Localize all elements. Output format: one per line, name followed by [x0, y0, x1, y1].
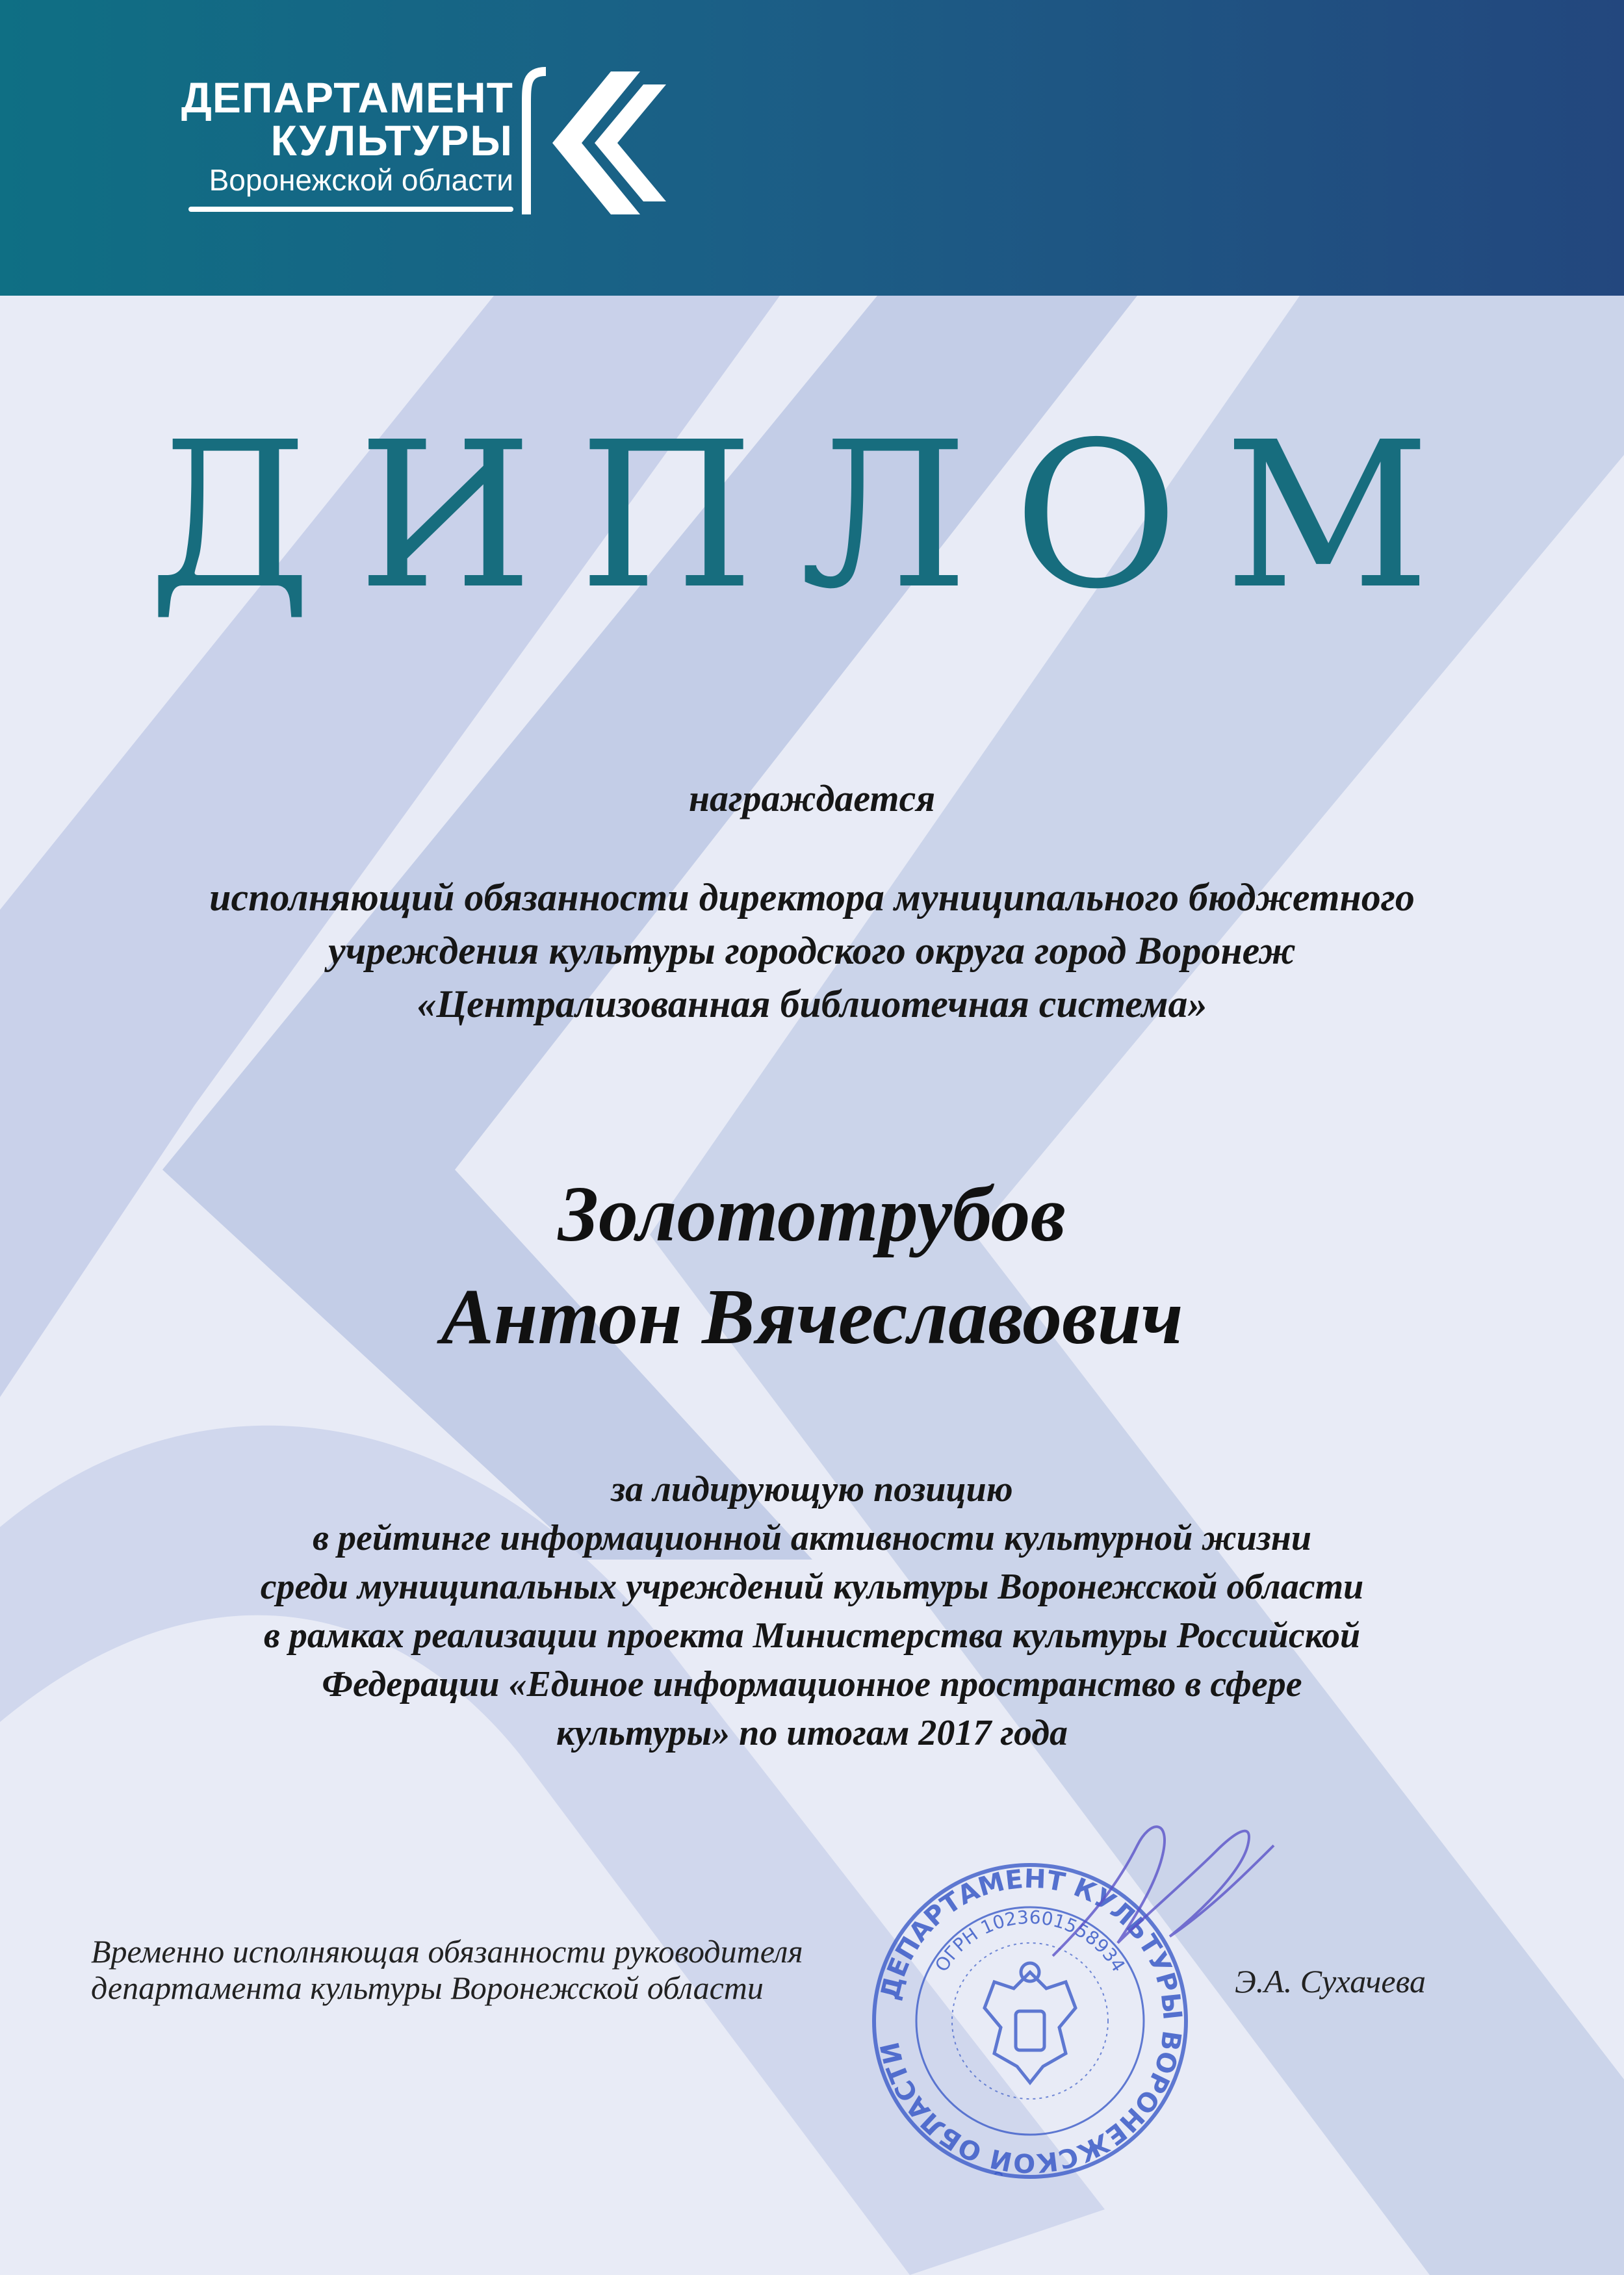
seal-inner-text: ОГРН 1023601558934: [931, 1906, 1129, 1976]
reason-line: в рейтинге информационной активности культурной жизни: [313, 1518, 1311, 1558]
signatory-title-line: Временно исполняющая обязанности руководителя: [91, 1933, 803, 1970]
handwritten-signature: [1040, 1806, 1287, 1975]
position-line: исполняющий обязанности директора муниципального бюджетного: [209, 876, 1415, 919]
header-band: [0, 0, 1624, 296]
seal-outer-text: ДЕПАРТАМЕНТ КУЛЬТУРЫ ВОРОНЕЖСКОЙ ОБЛАСТИ: [875, 1864, 1187, 2178]
signatory-title-line: департамента культуры Воронежской области: [91, 1970, 764, 2006]
recipient-name: [0, 1163, 1624, 1369]
recipient-surname: Золототрубов: [558, 1170, 1066, 1258]
logo-line-2: КУЛЬТУРЫ: [270, 116, 513, 164]
reason-line: за лидирующую позицию: [611, 1469, 1013, 1510]
awarded-label: награждается: [688, 777, 936, 819]
logo-line-1: ДЕПАРТАМЕНТ: [181, 73, 513, 122]
position-text: [0, 871, 1624, 1031]
reason-line: Федерации «Единое информационное пространство в сфере: [322, 1664, 1302, 1704]
recipient-given-names: Антон Вячеславович: [441, 1273, 1183, 1361]
department-logo: [175, 65, 669, 221]
position-line: «Централизованная библиотечная система»: [417, 983, 1207, 1025]
reason-text: [0, 1465, 1624, 1758]
reason-line: в рамках реализации проекта Министерства культуры Российской: [263, 1615, 1361, 1656]
k-logo-icon: [520, 65, 669, 221]
diploma-title: ДИПЛОМ: [148, 399, 1476, 634]
position-line: учреждения культуры городского округа город Воронеж: [328, 929, 1296, 972]
signatory-name: Э.А. Сухачева: [1235, 1963, 1426, 1999]
reason-line: среди муниципальных учреждений культуры Воронежской области: [260, 1567, 1364, 1607]
reason-line: культуры» по итогам 2017 года: [556, 1713, 1068, 1753]
logo-underline: [188, 207, 513, 212]
logo-line-3: Воронежской области: [209, 163, 513, 197]
signatory-title: [91, 1933, 803, 2006]
